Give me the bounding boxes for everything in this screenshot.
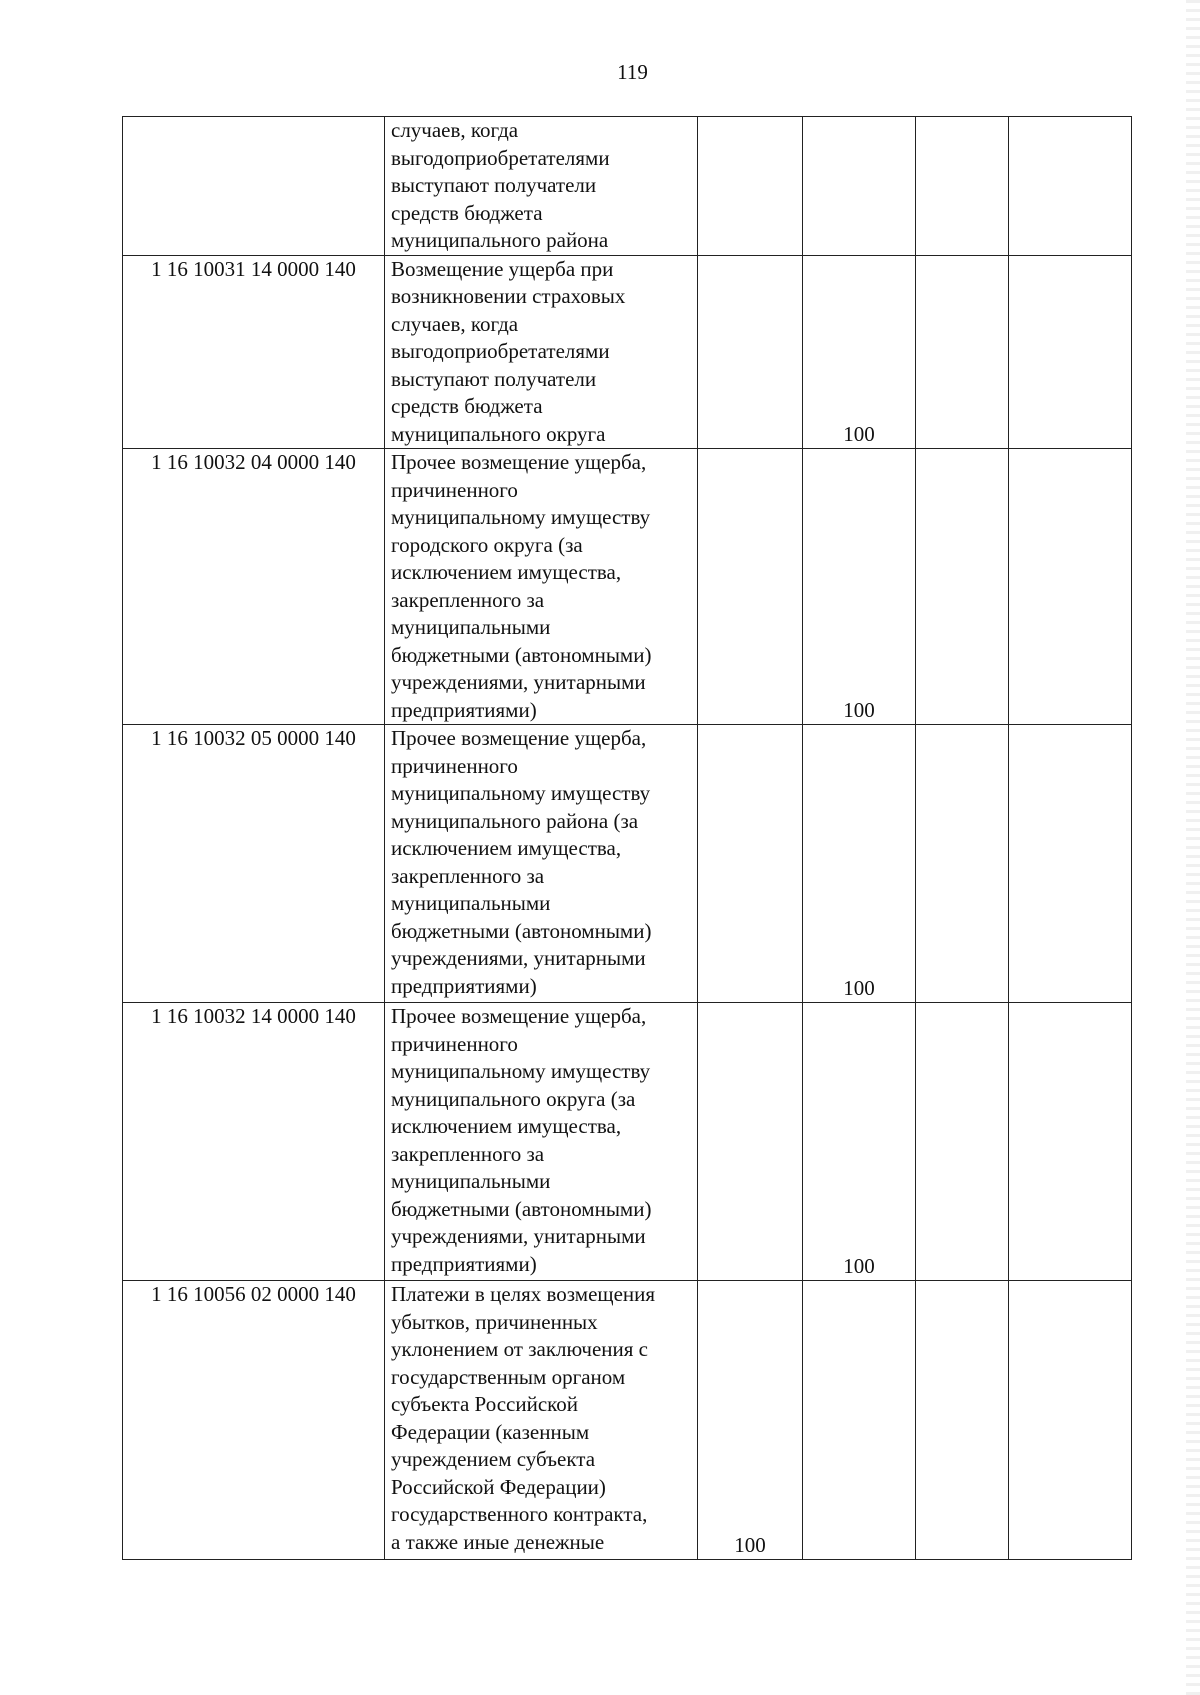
code-cell	[123, 117, 385, 256]
name-cell: Возмещение ущерба при возникновении страховых случаев, когда выгодоприобретателями выступают получатели средств бюджета муниципального округа	[385, 255, 698, 449]
name-cell: Платежи в целях возмещения убытков, причиненных уклонением от заключения с государственным органом субъекта Российской Федерации (казенным учреждением субъекта Российской Федерации) государственного контракта, а также иные денежные	[385, 1281, 698, 1560]
value-cell-3	[916, 725, 1009, 1003]
code-cell: 1 16 10056 02 0000 140	[123, 1281, 385, 1560]
table-row	[123, 1003, 1132, 1281]
code-cell: 1 16 10032 05 0000 140	[123, 725, 385, 1003]
value-cell-2	[803, 117, 916, 256]
value-cell-1	[698, 1003, 803, 1281]
value-cell-3	[916, 1281, 1009, 1560]
value-cell-3	[916, 449, 1009, 725]
code-cell: 1 16 10031 14 0000 140	[123, 255, 385, 449]
value-cell-4	[1009, 117, 1132, 256]
value-cell-2	[803, 1281, 916, 1560]
code-cell: 1 16 10032 14 0000 140	[123, 1003, 385, 1281]
name-cell: Прочее возмещение ущерба, причиненного муниципальному имуществу муниципального района (за исключением имущества, закрепленного за муниципальными бюджетными (автономными) учреждениями, унитарными предприятиями)	[385, 725, 698, 1003]
code-cell: 1 16 10032 04 0000 140	[123, 449, 385, 725]
name-cell: Прочее возмещение ущерба, причиненного муниципальному имуществу муниципального округа (за исключением имущества, закрепленного за муниципальными бюджетными (автономными) учреждениями, унитарными предприятиями)	[385, 1003, 698, 1281]
table-row	[123, 449, 1132, 725]
value-cell-4	[1009, 449, 1132, 725]
value-cell-3	[916, 1003, 1009, 1281]
value-cell-4	[1009, 1281, 1132, 1560]
table-row	[123, 1281, 1132, 1560]
value-cell-4	[1009, 255, 1132, 449]
page-number: 119	[617, 60, 648, 84]
value-cell-4	[1009, 1003, 1132, 1281]
revenue-table	[122, 116, 1132, 1560]
value-cell-1: 100	[698, 1281, 803, 1560]
value-cell-1	[698, 725, 803, 1003]
value-cell-2: 100	[803, 725, 916, 1003]
value-cell-2: 100	[803, 255, 916, 449]
value-cell-3	[916, 255, 1009, 449]
table-body	[123, 117, 1132, 1560]
table-row	[123, 117, 1132, 256]
scan-edge-artifact	[1186, 0, 1200, 1695]
value-cell-1	[698, 449, 803, 725]
table-row	[123, 255, 1132, 449]
value-cell-4	[1009, 725, 1132, 1003]
name-cell: Прочее возмещение ущерба, причиненного муниципальному имуществу городского округа (за исключением имущества, закрепленного за муниципальными бюджетными (автономными) учреждениями, унитарными предприятиями)	[385, 449, 698, 725]
value-cell-1	[698, 117, 803, 256]
value-cell-2: 100	[803, 449, 916, 725]
table-row	[123, 725, 1132, 1003]
value-cell-1	[698, 255, 803, 449]
value-cell-3	[916, 117, 1009, 256]
name-cell: случаев, когда выгодоприобретателями выступают получатели средств бюджета муниципального района	[385, 117, 698, 256]
value-cell-2: 100	[803, 1003, 916, 1281]
